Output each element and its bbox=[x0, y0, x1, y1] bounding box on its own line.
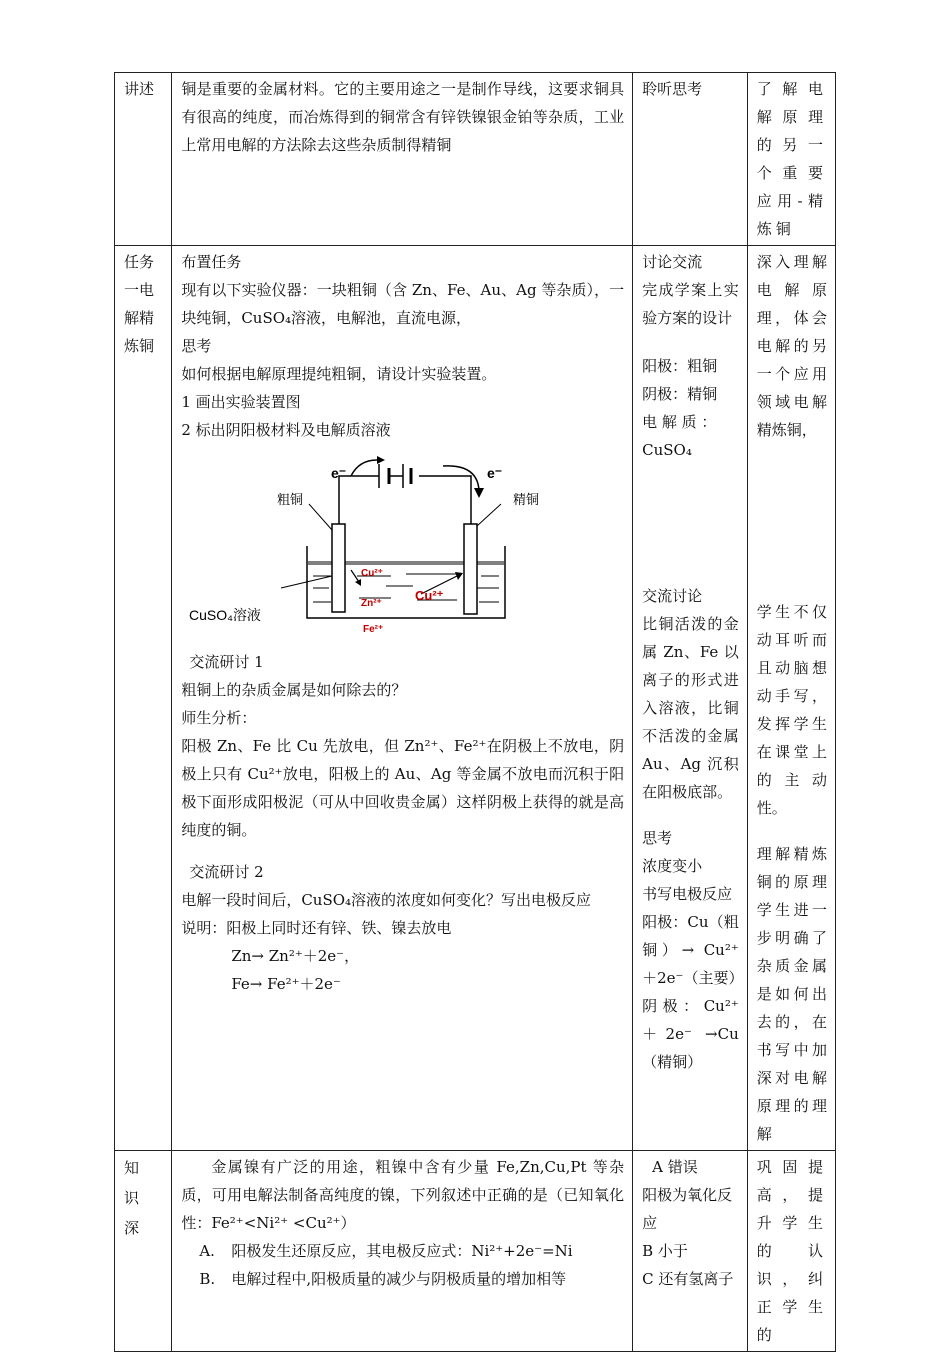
electron-arrowhead-left bbox=[377, 456, 385, 464]
ion-cu-big: Cu²⁺ bbox=[415, 588, 444, 603]
cathode-pure-copper bbox=[464, 524, 477, 614]
teacher-activity: 铜是重要的金属材料。它的主要用途之一是制作导线，这要求铜具有很高的纯度，而冶炼得到的铜常含有锌铁镍银金铂等杂质，工业上常用电解的方法除去这些杂质制得精铜 bbox=[172, 73, 633, 246]
discussion-2-note: 说明：阳极上同时还有锌、铁、镍去放电 bbox=[181, 919, 452, 937]
row-label: 讲述 bbox=[115, 73, 172, 246]
teacher-activity bbox=[172, 1151, 633, 1352]
wire-right bbox=[419, 476, 471, 524]
row-label: 知 识 深 bbox=[115, 1151, 172, 1352]
discussion-1-title: 交流研讨 1 bbox=[189, 653, 264, 671]
discussion-2-title: 交流研讨 2 bbox=[189, 863, 264, 881]
electrolysis-svg bbox=[181, 448, 601, 648]
think-label: 思考 bbox=[181, 337, 212, 355]
solution-label: CuSO₄溶液 bbox=[189, 607, 262, 623]
discussion-2-question: 电解一段时间后，CuSO₄溶液的浓度如何变化？写出电极反应 bbox=[181, 891, 592, 909]
design-question: 如何根据电解原理提纯粗铜，请设计实验装置。 bbox=[181, 365, 497, 383]
lesson-plan-table bbox=[114, 72, 836, 1352]
discussion-1-question: 粗铜上的杂质金属是如何除去的？ bbox=[181, 681, 407, 699]
electron-label-right: e⁻ bbox=[487, 465, 503, 481]
table-row bbox=[115, 73, 836, 246]
step-2: 2 标出阴阳极材料及电解质溶液 bbox=[181, 421, 391, 439]
discussion-1-label: 师生分析： bbox=[181, 709, 257, 727]
task-text: 现有以下实验仪器：一块粗铜（含 Zn、Fe、Au、Ag 等杂质），一块纯铜，CuSO₄溶液，电解池，直流电源， bbox=[181, 281, 625, 327]
equation-zn: Zn→ Zn²⁺＋2e⁻， bbox=[231, 947, 360, 965]
design-intent: 了解电解原理的另一个重要应用-精炼铜 bbox=[747, 73, 835, 246]
ion-fe: Fe²⁺ bbox=[363, 624, 384, 635]
electrolysis-diagram bbox=[181, 448, 601, 648]
student-activity: A 错误 阳极为氧化反应 B 小于 C 还有氢离子 bbox=[633, 1151, 748, 1352]
task-title: 布置任务 bbox=[181, 253, 242, 271]
student-activity: 聆听思考 bbox=[633, 73, 748, 246]
crude-copper-label: 粗铜 bbox=[277, 493, 304, 508]
ion-zn: Zn²⁺ bbox=[361, 598, 383, 609]
pure-copper-label: 精铜 bbox=[513, 493, 540, 508]
table-row bbox=[115, 1151, 836, 1352]
problem-stem: 金属镍有广泛的用途，粗镍中含有少量 Fe,Zn,Cu,Pt 等杂质，可用电解法制备高纯度的镍，下列叙述中正确的是（已知氧化性：Fe²⁺<Ni²⁺ <Cu²⁺） bbox=[181, 1158, 625, 1232]
option-a: A. 阳极发生还原反应，其电极反应式：Ni²⁺+2e⁻=Ni bbox=[199, 1242, 573, 1260]
pointer-pure bbox=[477, 504, 501, 526]
row-label: 任务一电解精炼铜 bbox=[115, 246, 172, 1151]
option-b: B. 电解过程中,阳极质量的减少与阴极质量的增加相等 bbox=[199, 1270, 567, 1288]
student-activity: 讨论交流 完成学案上实验方案的设计 阳极：粗铜 阴极：精铜 电 解 质 ： CuSO₄ 交流讨论 比铜活泼的金属 Zn、Fe 以离子的形式进入溶液，比铜不活泼的金属 Au、Ag 沉积在阳极底部。 思考 浓度变小 书写电极反应 阳极：Cu（粗铜）→ Cu²⁺＋2e⁻（主要） 阴极：Cu²⁺ ＋2e⁻ →Cu（精铜） bbox=[633, 246, 748, 1151]
design-intent: 巩固提高，提升学生的认识，纠正学生的 bbox=[747, 1151, 835, 1352]
discussion-1-analysis: 阳极 Zn、Fe 比 Cu 先放电，但 Zn²⁺、Fe²⁺在阴极上不放电，阴极上只有 Cu²⁺放电，阳极上的 Au、Ag 等金属不放电而沉积于阳极下面形成阳极泥（可从中回收贵金属）这样阴极上获得的就是高纯度的铜。 bbox=[181, 737, 625, 839]
pointer-crude bbox=[309, 504, 332, 530]
anode-crude-copper bbox=[332, 524, 345, 612]
electron-arrow-left bbox=[351, 460, 377, 476]
teacher-activity bbox=[172, 246, 633, 1151]
ion-cu-small: Cu²⁺ bbox=[361, 568, 384, 579]
electron-arrowhead-right bbox=[474, 488, 484, 498]
equation-fe: Fe→ Fe²⁺＋2e⁻ bbox=[231, 975, 341, 993]
wire-left bbox=[339, 476, 379, 524]
table-row bbox=[115, 246, 836, 1151]
step-1: 1 画出实验装置图 bbox=[181, 393, 301, 411]
electron-label-left: e⁻ bbox=[331, 465, 347, 481]
design-intent: 深入理解电解原理，体会电解的另一个应用领域电解精炼铜， 学生不仅动耳听而且动脑想动手写，发挥学生在课堂上的主动性。 理解精炼铜的原理学生进一步明确了杂质金属是如何出去的，在书写中加深对电解原理的理解 bbox=[747, 246, 835, 1151]
electron-arrow-right bbox=[443, 466, 479, 490]
